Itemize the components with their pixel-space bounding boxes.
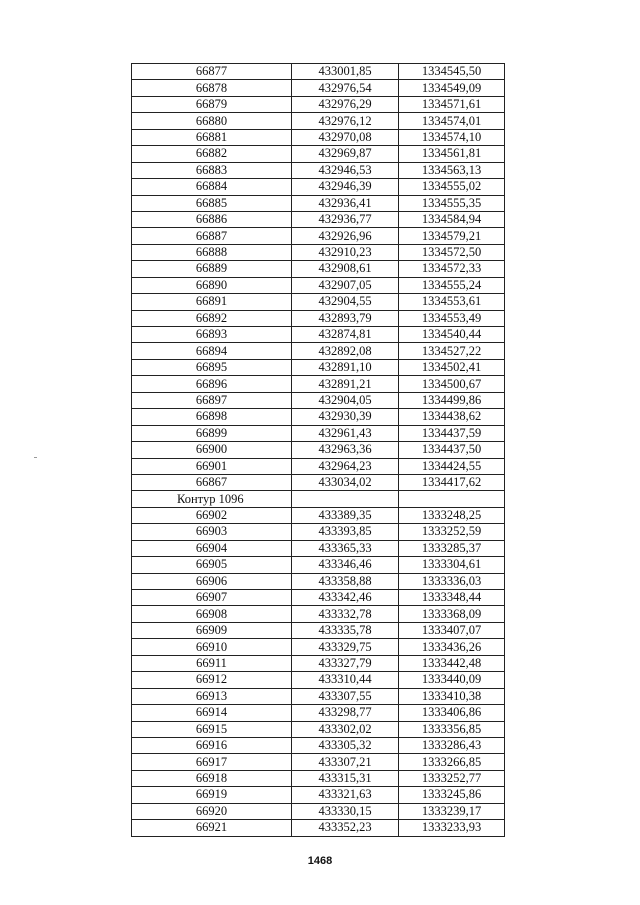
table-row bbox=[132, 474, 505, 490]
y-coordinate-cell: 1333336,03 bbox=[399, 573, 505, 589]
y-coordinate-cell: 1334553,49 bbox=[399, 310, 505, 326]
page-number: 1468 bbox=[307, 855, 333, 867]
point-number-cell: 66893 bbox=[132, 327, 292, 343]
table-row bbox=[132, 146, 505, 162]
table-row bbox=[132, 228, 505, 244]
table-row bbox=[132, 590, 505, 606]
point-number-cell: 66884 bbox=[132, 179, 292, 195]
x-coordinate-cell: 433315,31 bbox=[292, 770, 399, 786]
y-coordinate-cell: 1333245,86 bbox=[399, 787, 505, 803]
y-coordinate-cell: 1334555,02 bbox=[399, 179, 505, 195]
x-coordinate-cell: 432976,54 bbox=[292, 80, 399, 96]
point-number-cell: 66911 bbox=[132, 655, 292, 671]
x-coordinate-cell: 432976,29 bbox=[292, 96, 399, 112]
table-row bbox=[132, 737, 505, 753]
point-number-cell: 66878 bbox=[132, 80, 292, 96]
y-coordinate-cell: 1334574,10 bbox=[399, 129, 505, 145]
x-coordinate-cell: 433365,33 bbox=[292, 540, 399, 556]
x-coordinate-cell: 432930,39 bbox=[292, 409, 399, 425]
x-coordinate-cell: 433346,46 bbox=[292, 557, 399, 573]
x-coordinate-cell: 433342,46 bbox=[292, 590, 399, 606]
y-coordinate-cell: 1334437,50 bbox=[399, 442, 505, 458]
y-coordinate-cell: 1334555,35 bbox=[399, 195, 505, 211]
y-coordinate-cell: 1333252,59 bbox=[399, 524, 505, 540]
point-number-cell: 66880 bbox=[132, 113, 292, 129]
x-coordinate-cell: 433393,85 bbox=[292, 524, 399, 540]
table-row bbox=[132, 622, 505, 638]
x-coordinate-cell: 432936,41 bbox=[292, 195, 399, 211]
y-coordinate-cell: 1334417,62 bbox=[399, 474, 505, 490]
point-number-cell: 66912 bbox=[132, 672, 292, 688]
table-row bbox=[132, 688, 505, 704]
table-row bbox=[132, 310, 505, 326]
point-number-cell: 66907 bbox=[132, 590, 292, 606]
point-number-cell: 66917 bbox=[132, 754, 292, 770]
y-coordinate-cell: 1333436,26 bbox=[399, 639, 505, 655]
table-row bbox=[132, 195, 505, 211]
x-coordinate-cell: 432963,36 bbox=[292, 442, 399, 458]
point-number-cell: 66908 bbox=[132, 606, 292, 622]
y-coordinate-cell: 1334571,61 bbox=[399, 96, 505, 112]
point-number-cell: 66888 bbox=[132, 244, 292, 260]
point-number-cell: 66916 bbox=[132, 737, 292, 753]
coordinates-table bbox=[131, 63, 505, 837]
point-number-cell: 66914 bbox=[132, 705, 292, 721]
table-row bbox=[132, 376, 505, 392]
point-number-cell: 66900 bbox=[132, 442, 292, 458]
y-coordinate-cell: 1333356,85 bbox=[399, 721, 505, 737]
x-coordinate-cell: 432946,39 bbox=[292, 179, 399, 195]
table-row bbox=[132, 820, 505, 836]
y-coordinate-cell: 1333368,09 bbox=[399, 606, 505, 622]
x-coordinate-cell: 432904,55 bbox=[292, 294, 399, 310]
y-coordinate-cell: 1334540,44 bbox=[399, 327, 505, 343]
table-row bbox=[132, 787, 505, 803]
x-coordinate-cell: 433321,63 bbox=[292, 787, 399, 803]
y-coordinate-cell: 1333266,85 bbox=[399, 754, 505, 770]
table-row bbox=[132, 639, 505, 655]
margin-mark bbox=[34, 457, 37, 458]
table-row bbox=[132, 442, 505, 458]
point-number-cell: 66897 bbox=[132, 392, 292, 408]
x-coordinate-cell: 433335,78 bbox=[292, 622, 399, 638]
x-coordinate-cell: 433310,44 bbox=[292, 672, 399, 688]
point-number-cell: 66881 bbox=[132, 129, 292, 145]
contour-header-row bbox=[132, 491, 505, 507]
table-row bbox=[132, 162, 505, 178]
y-coordinate-cell: 1333410,38 bbox=[399, 688, 505, 704]
point-number-cell: 66901 bbox=[132, 458, 292, 474]
x-coordinate-cell: 433305,32 bbox=[292, 737, 399, 753]
table-row bbox=[132, 80, 505, 96]
table-row bbox=[132, 507, 505, 523]
point-number-cell: 66909 bbox=[132, 622, 292, 638]
table-row bbox=[132, 64, 505, 80]
y-coordinate-cell: 1334574,01 bbox=[399, 113, 505, 129]
x-coordinate-cell: 433307,55 bbox=[292, 688, 399, 704]
contour-label: Контур 1096 bbox=[132, 491, 292, 507]
point-number-cell: 66915 bbox=[132, 721, 292, 737]
point-number-cell: 66889 bbox=[132, 261, 292, 277]
table-row bbox=[132, 244, 505, 260]
x-coordinate-cell: 432910,23 bbox=[292, 244, 399, 260]
y-coordinate-cell: 1334549,09 bbox=[399, 80, 505, 96]
point-number-cell: 66921 bbox=[132, 820, 292, 836]
y-coordinate-cell: 1333406,86 bbox=[399, 705, 505, 721]
table-row bbox=[132, 327, 505, 343]
y-coordinate-cell: 1334584,94 bbox=[399, 211, 505, 227]
y-coordinate-cell: 1334502,41 bbox=[399, 359, 505, 375]
x-coordinate-cell: 432969,87 bbox=[292, 146, 399, 162]
y-coordinate-cell: 1333304,61 bbox=[399, 557, 505, 573]
x-coordinate-cell: 433389,35 bbox=[292, 507, 399, 523]
x-coordinate-cell: 432936,77 bbox=[292, 211, 399, 227]
table-row bbox=[132, 754, 505, 770]
x-coordinate-cell: 433358,88 bbox=[292, 573, 399, 589]
point-number-cell: 66867 bbox=[132, 474, 292, 490]
table-row bbox=[132, 458, 505, 474]
table-row bbox=[132, 343, 505, 359]
y-coordinate-cell: 1334438,62 bbox=[399, 409, 505, 425]
y-coordinate-cell: 1334572,50 bbox=[399, 244, 505, 260]
table-row bbox=[132, 294, 505, 310]
table-row bbox=[132, 655, 505, 671]
x-coordinate-cell: 432946,53 bbox=[292, 162, 399, 178]
x-coordinate-cell: 432893,79 bbox=[292, 310, 399, 326]
x-coordinate-cell: 433034,02 bbox=[292, 474, 399, 490]
table-row bbox=[132, 277, 505, 293]
point-number-cell: 66905 bbox=[132, 557, 292, 573]
x-coordinate-cell: 433352,23 bbox=[292, 820, 399, 836]
x-coordinate-cell: 432904,05 bbox=[292, 392, 399, 408]
point-number-cell: 66886 bbox=[132, 211, 292, 227]
x-coordinate-cell: 432891,21 bbox=[292, 376, 399, 392]
x-coordinate-cell: 433327,79 bbox=[292, 655, 399, 671]
table-row bbox=[132, 721, 505, 737]
table-row bbox=[132, 261, 505, 277]
table-row bbox=[132, 392, 505, 408]
point-number-cell: 66902 bbox=[132, 507, 292, 523]
table-row bbox=[132, 211, 505, 227]
point-number-cell: 66898 bbox=[132, 409, 292, 425]
table-row bbox=[132, 96, 505, 112]
y-coordinate-cell: 1333442,48 bbox=[399, 655, 505, 671]
point-number-cell: 66883 bbox=[132, 162, 292, 178]
x-coordinate-cell: 432964,23 bbox=[292, 458, 399, 474]
y-coordinate-cell: 1333440,09 bbox=[399, 672, 505, 688]
point-number-cell: 66895 bbox=[132, 359, 292, 375]
y-coordinate-cell: 1334437,59 bbox=[399, 425, 505, 441]
x-coordinate-cell: 433332,78 bbox=[292, 606, 399, 622]
table-row bbox=[132, 113, 505, 129]
point-number-cell: 66910 bbox=[132, 639, 292, 655]
y-coordinate-cell: 1334572,33 bbox=[399, 261, 505, 277]
y-coordinate-cell: 1333286,43 bbox=[399, 737, 505, 753]
y-coordinate-cell: 1334499,86 bbox=[399, 392, 505, 408]
table-row bbox=[132, 129, 505, 145]
x-coordinate-cell: 432976,12 bbox=[292, 113, 399, 129]
point-number-cell: 66920 bbox=[132, 803, 292, 819]
contour-section bbox=[132, 491, 505, 507]
x-coordinate-cell: 432907,05 bbox=[292, 277, 399, 293]
point-number-cell: 66885 bbox=[132, 195, 292, 211]
point-number-cell: 66903 bbox=[132, 524, 292, 540]
table-row bbox=[132, 557, 505, 573]
point-number-cell: 66891 bbox=[132, 294, 292, 310]
table-row bbox=[132, 425, 505, 441]
point-number-cell: 66882 bbox=[132, 146, 292, 162]
y-coordinate-cell: 1334553,61 bbox=[399, 294, 505, 310]
y-coordinate-cell: 1333233,93 bbox=[399, 820, 505, 836]
point-number-cell: 66896 bbox=[132, 376, 292, 392]
x-coordinate-cell: 432961,43 bbox=[292, 425, 399, 441]
point-number-cell: 66890 bbox=[132, 277, 292, 293]
point-number-cell: 66879 bbox=[132, 96, 292, 112]
coordinates-table-body-a bbox=[132, 64, 505, 491]
point-number-cell: 66899 bbox=[132, 425, 292, 441]
y-coordinate-cell: 1333407,07 bbox=[399, 622, 505, 638]
y-coordinate-cell: 1334579,21 bbox=[399, 228, 505, 244]
point-number-cell: 66894 bbox=[132, 343, 292, 359]
table-row bbox=[132, 803, 505, 819]
y-coordinate-cell: 1334527,22 bbox=[399, 343, 505, 359]
y-coordinate-cell: 1333285,37 bbox=[399, 540, 505, 556]
point-number-cell: 66904 bbox=[132, 540, 292, 556]
y-coordinate-cell: 1334424,55 bbox=[399, 458, 505, 474]
table-row bbox=[132, 705, 505, 721]
point-number-cell: 66913 bbox=[132, 688, 292, 704]
x-coordinate-cell: 432970,08 bbox=[292, 129, 399, 145]
x-coordinate-cell: 433298,77 bbox=[292, 705, 399, 721]
y-coordinate-cell: 1333239,17 bbox=[399, 803, 505, 819]
x-coordinate-cell: 432874,81 bbox=[292, 327, 399, 343]
contour-empty-cell bbox=[399, 491, 505, 507]
x-coordinate-cell: 433302,02 bbox=[292, 721, 399, 737]
x-coordinate-cell: 432908,61 bbox=[292, 261, 399, 277]
point-number-cell: 66919 bbox=[132, 787, 292, 803]
coordinates-table-body-b bbox=[132, 507, 505, 836]
table-row bbox=[132, 540, 505, 556]
x-coordinate-cell: 433329,75 bbox=[292, 639, 399, 655]
contour-empty-cell bbox=[292, 491, 399, 507]
table-row bbox=[132, 524, 505, 540]
table-row bbox=[132, 409, 505, 425]
table-row bbox=[132, 573, 505, 589]
x-coordinate-cell: 433001,85 bbox=[292, 64, 399, 80]
table-row bbox=[132, 770, 505, 786]
y-coordinate-cell: 1333248,25 bbox=[399, 507, 505, 523]
y-coordinate-cell: 1334500,67 bbox=[399, 376, 505, 392]
table-row bbox=[132, 672, 505, 688]
y-coordinate-cell: 1334545,50 bbox=[399, 64, 505, 80]
y-coordinate-cell: 1334555,24 bbox=[399, 277, 505, 293]
point-number-cell: 66892 bbox=[132, 310, 292, 326]
y-coordinate-cell: 1334563,13 bbox=[399, 162, 505, 178]
y-coordinate-cell: 1333252,77 bbox=[399, 770, 505, 786]
y-coordinate-cell: 1333348,44 bbox=[399, 590, 505, 606]
x-coordinate-cell: 433307,21 bbox=[292, 754, 399, 770]
table-row bbox=[132, 359, 505, 375]
y-coordinate-cell: 1334561,81 bbox=[399, 146, 505, 162]
x-coordinate-cell: 432892,08 bbox=[292, 343, 399, 359]
point-number-cell: 66877 bbox=[132, 64, 292, 80]
x-coordinate-cell: 432891,10 bbox=[292, 359, 399, 375]
table-row bbox=[132, 179, 505, 195]
point-number-cell: 66887 bbox=[132, 228, 292, 244]
table-row bbox=[132, 606, 505, 622]
x-coordinate-cell: 433330,15 bbox=[292, 803, 399, 819]
point-number-cell: 66918 bbox=[132, 770, 292, 786]
x-coordinate-cell: 432926,96 bbox=[292, 228, 399, 244]
point-number-cell: 66906 bbox=[132, 573, 292, 589]
